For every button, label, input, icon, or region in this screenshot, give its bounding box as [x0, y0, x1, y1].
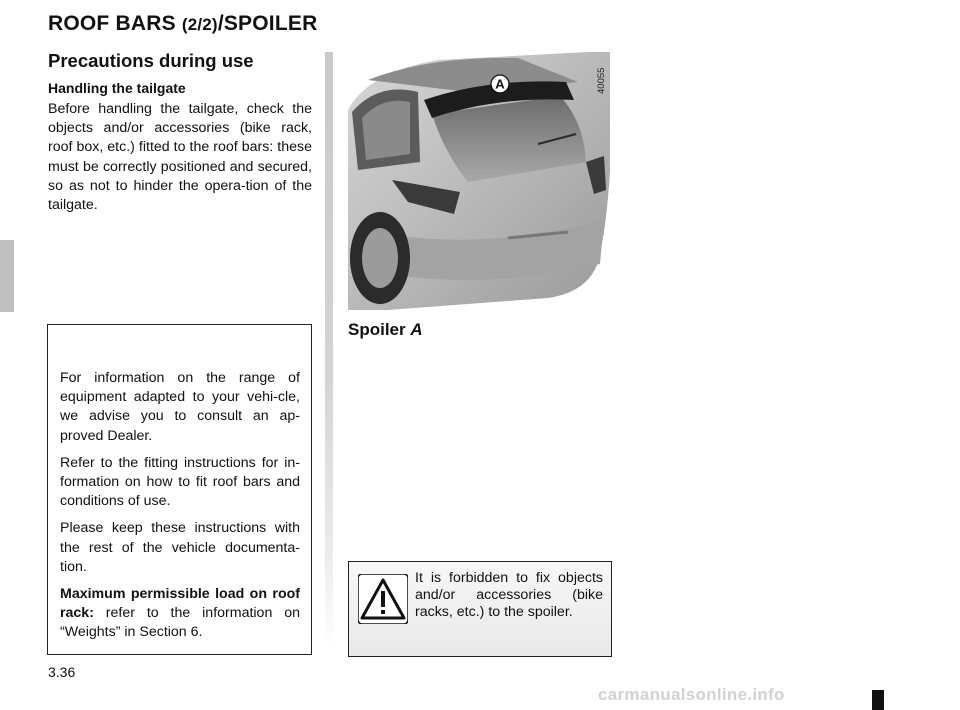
section-tab	[0, 240, 14, 312]
max-load-label: Maximum permissible load on roof rack:	[60, 586, 300, 622]
page-title	[48, 12, 317, 36]
page-number: 3.36	[48, 664, 76, 680]
column-divider	[325, 52, 333, 650]
corner-mark	[872, 690, 884, 710]
watermark: carmanualsonline.info	[598, 685, 785, 704]
info-paragraph-2: Refer to the fitting instructions for in-formation on how to fit roof bars and conditions of use.	[60, 454, 300, 510]
car-rear-illustration	[348, 52, 610, 310]
info-paragraph-4	[60, 585, 300, 643]
car-rear-photo	[348, 52, 610, 310]
info-box	[47, 324, 312, 655]
max-load-text: refer to the information on “Weights” in Section 6.	[60, 605, 300, 641]
caption-letter: A	[410, 320, 423, 339]
info-box-content	[60, 369, 300, 651]
title-part: (2/2)	[181, 15, 218, 34]
warning-box	[348, 561, 612, 657]
info-paragraph-1: For information on the range of equipment adapted to your vehi-cle, we advise you to consult an ap-proved Dealer.	[60, 370, 300, 444]
caption-text: Spoiler	[348, 320, 411, 339]
callout-a-label: A	[495, 76, 505, 92]
sub-heading: Handling the tailgate	[48, 80, 186, 96]
title-rest: /SPOILER	[217, 12, 318, 35]
title-main: ROOF BARS	[48, 12, 182, 35]
figure-caption	[348, 320, 423, 340]
wheel-rim	[362, 228, 398, 288]
warning-text: It is forbidden to fix objects and/or accessories (bike racks, etc.) to the spoiler.	[415, 570, 603, 621]
figure-reference-number: 40055	[596, 67, 607, 94]
body-paragraph: Before handling the tailgate, check the objects and/or accessories (bike rack, roof box, etc.) fitted to the roof bars: these must be correctly positioned and secured, so as not to hinder the opera-tion of the tailgate.	[48, 101, 312, 214]
info-paragraph-3: Please keep these instructions with the rest of the vehicle documenta-tion.	[60, 520, 300, 575]
warning-triangle-icon	[358, 574, 408, 624]
section-heading: Precautions during use	[48, 50, 254, 71]
